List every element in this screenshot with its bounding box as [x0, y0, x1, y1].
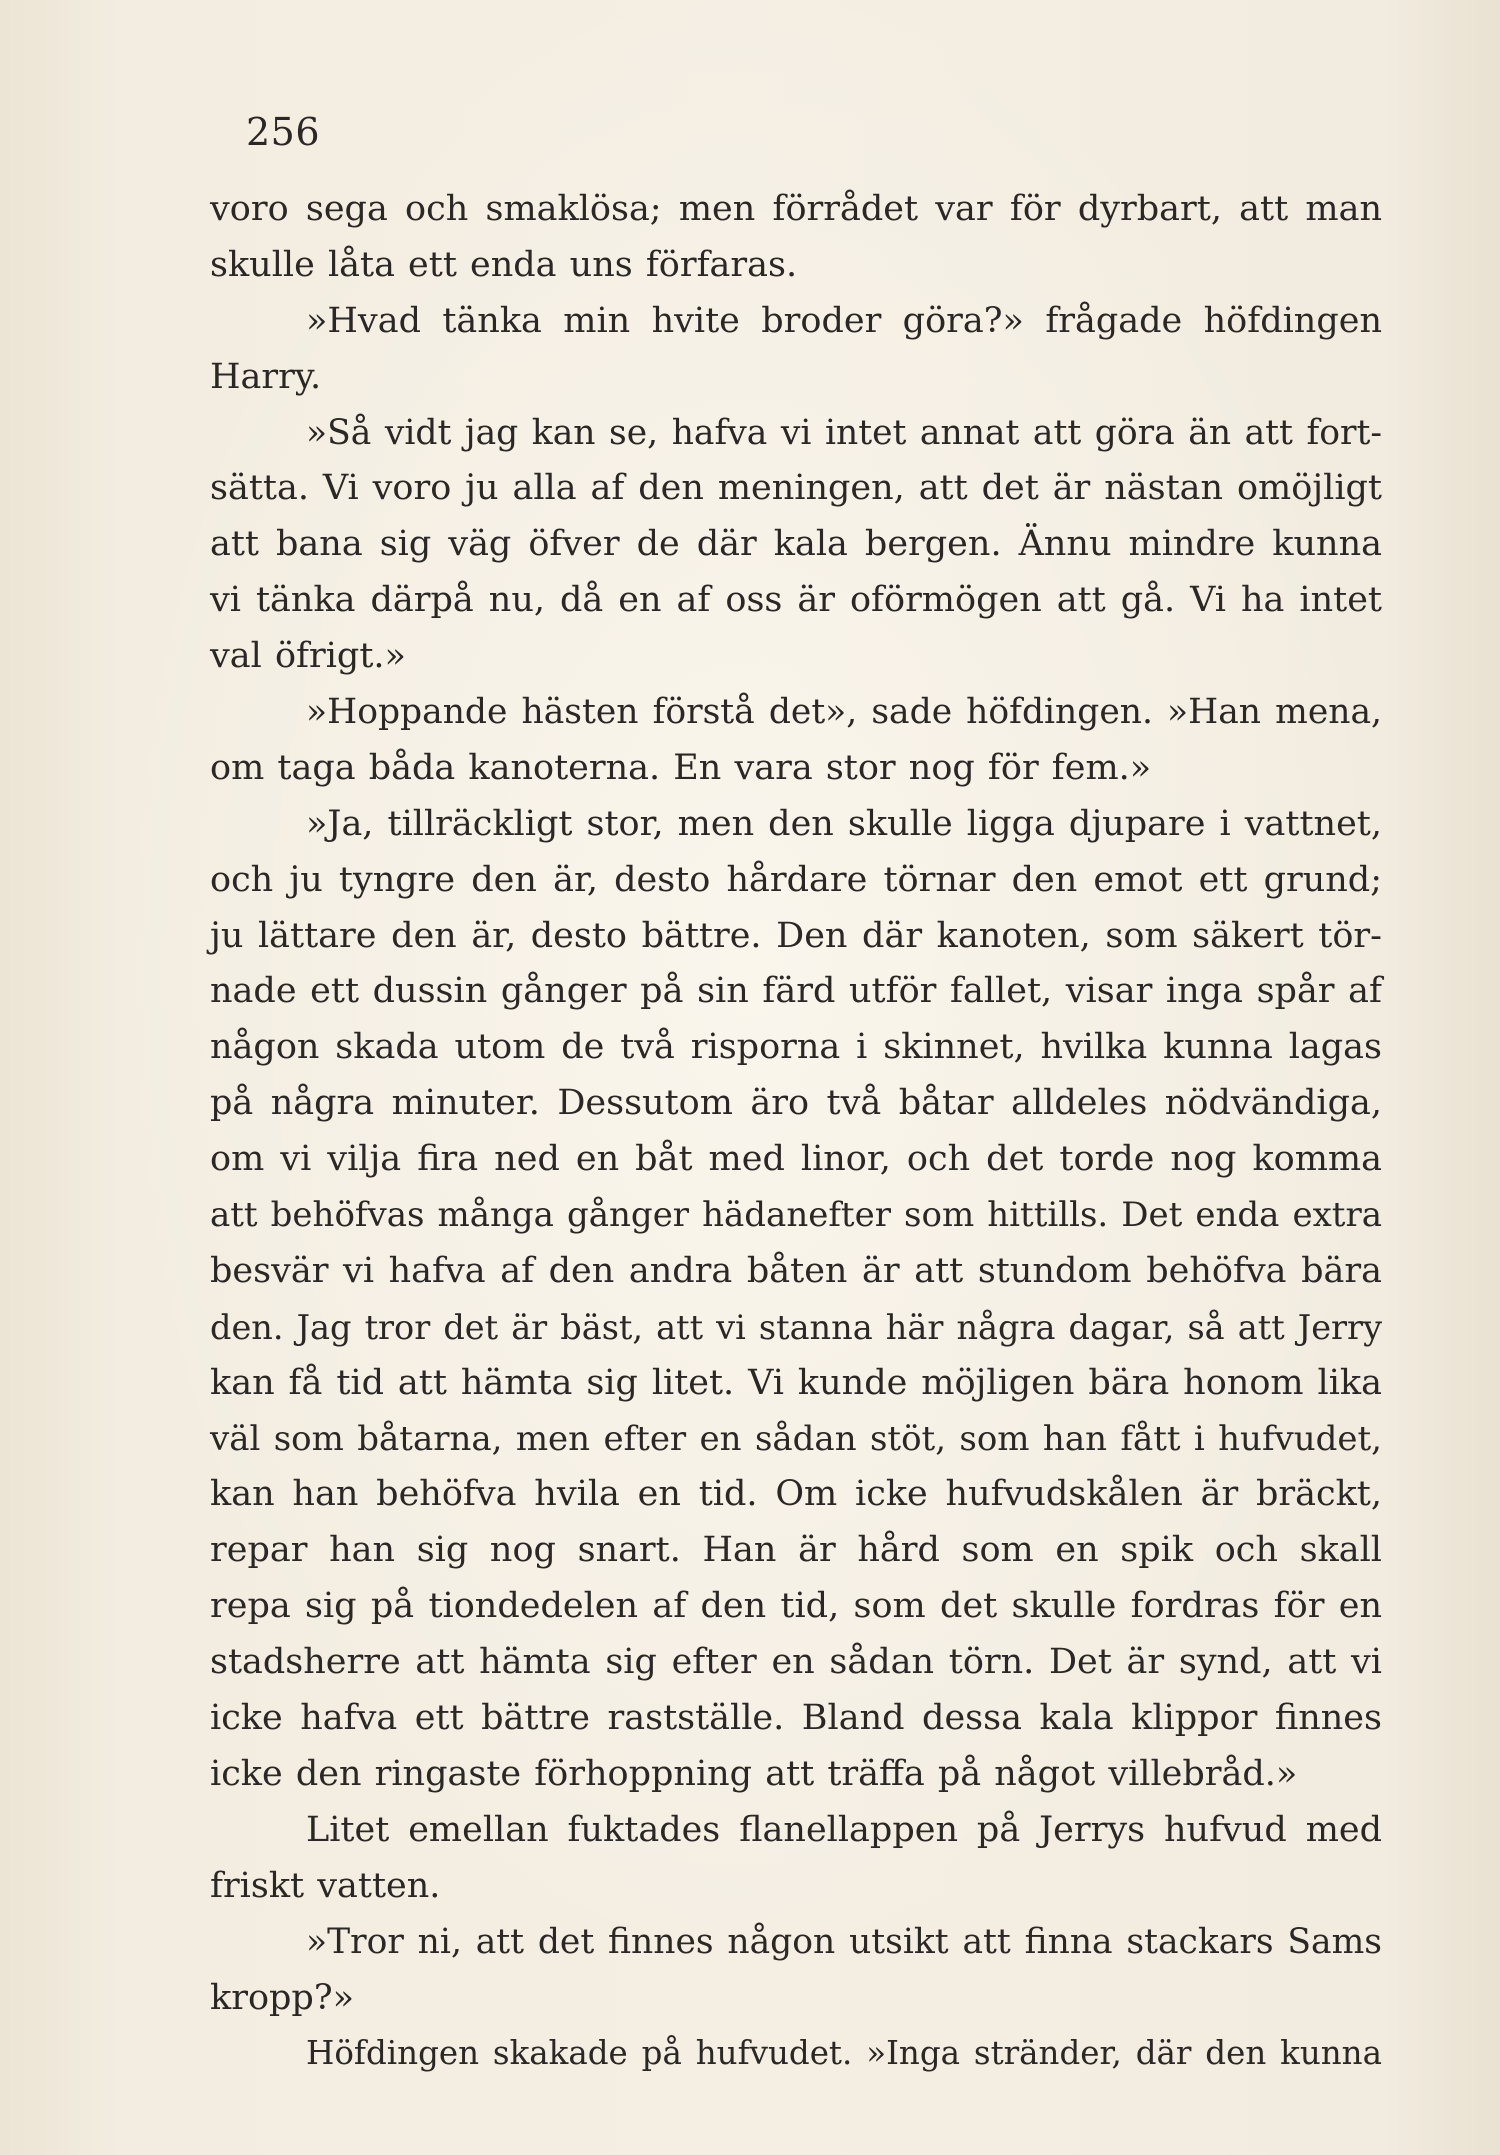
- text-line: val öfrigt.»: [210, 636, 406, 677]
- text-line: kropp?»: [210, 1977, 354, 2018]
- text-line: kan få tid att hämta sig litet. Vi kunde möjligen bära honom lika: [210, 1362, 1382, 1403]
- text-line: ju lättare den är, desto bättre. Den där kanoten, som säkert tör-: [210, 915, 1382, 956]
- text-line: den. Jag tror det är bäst, att vi stanna här några dagar, så att Jerry: [210, 1307, 1382, 1347]
- text-line: »Så vidt jag kan se, hafva vi intet annat att göra än att fort-: [306, 412, 1382, 453]
- text-line: väl som båtarna, men efter en sådan stöt, som han fått i hufvudet,: [210, 1418, 1382, 1459]
- text-line: »Hoppande hästen förstå det», sade höfdingen. »Han mena,: [306, 692, 1382, 733]
- text-line: »Hvad tänka min hvite broder göra?» frågade höfdingen: [306, 300, 1382, 341]
- text-line: »Tror ni, att det finnes någon utsikt att finna stackars Sams: [306, 1921, 1382, 1962]
- text-line: skulle låta ett enda uns förfaras.: [210, 244, 798, 285]
- text-line: om vi vilja fira ned en båt med linor, och det torde nog komma: [210, 1139, 1382, 1180]
- text-line: att bana sig väg öfver de där kala bergen. Ännu mindre kunna: [210, 524, 1382, 565]
- text-line: friskt vatten.: [210, 1865, 441, 1906]
- text-line: på några minuter. Dessutom äro två båtar alldeles nödvändiga,: [210, 1083, 1382, 1124]
- text-line: vi tänka därpå nu, då en af oss är oförmögen att gå. Vi ha intet: [210, 580, 1382, 621]
- text-line: någon skada utom de två risporna i skinnet, hvilka kunna lagas: [210, 1027, 1382, 1068]
- text-line: om taga båda kanoterna. En vara stor nog för fem.»: [210, 747, 1152, 788]
- body-text: [210, 182, 1382, 2082]
- text-line: kan han behöfva hvila en tid. Om icke hufvudskålen är bräckt,: [210, 1474, 1382, 1515]
- page-number: 256: [246, 110, 321, 154]
- text-line: voro sega och smaklösa; men förrådet var för dyrbart, att man: [210, 189, 1382, 229]
- text-line: och ju tyngre den är, desto hårdare törnar den emot ett grund;: [210, 859, 1382, 900]
- text-line: Harry.: [210, 356, 322, 397]
- text-line: »Ja, tillräckligt stor, men den skulle ligga djupare i vattnet,: [306, 803, 1382, 844]
- text-line: icke hafva ett bättre rastställe. Bland dessa kala klippor finnes: [210, 1698, 1382, 1739]
- text-line: repa sig på tiondedelen af den tid, som det skulle fordras för en: [210, 1586, 1382, 1627]
- text-line: stadsherre att hämta sig efter en sådan törn. Det är synd, att vi: [210, 1642, 1382, 1683]
- text-line: repar han sig nog snart. Han är hård som en spik och skall: [210, 1530, 1382, 1571]
- text-line: att behöfvas många gånger hädanefter som hittills. Det enda extra: [210, 1195, 1382, 1236]
- text-line: besvär vi hafva af den andra båten är att stundom behöfva bära: [210, 1250, 1382, 1291]
- text-line: icke den ringaste förhoppning att träffa på något villebråd.»: [210, 1753, 1298, 1794]
- text-line: nade ett dussin gånger på sin färd utför fallet, visar inga spår af: [210, 971, 1382, 1012]
- text-line: Höfdingen skakade på hufvudet. »Inga stränder, där den kunna: [306, 2034, 1382, 2073]
- text-line: Litet emellan fuktades flanellappen på Jerrys hufvud med: [306, 1809, 1382, 1850]
- text-line: sätta. Vi voro ju alla af den meningen, att det är nästan omöjligt: [210, 468, 1382, 509]
